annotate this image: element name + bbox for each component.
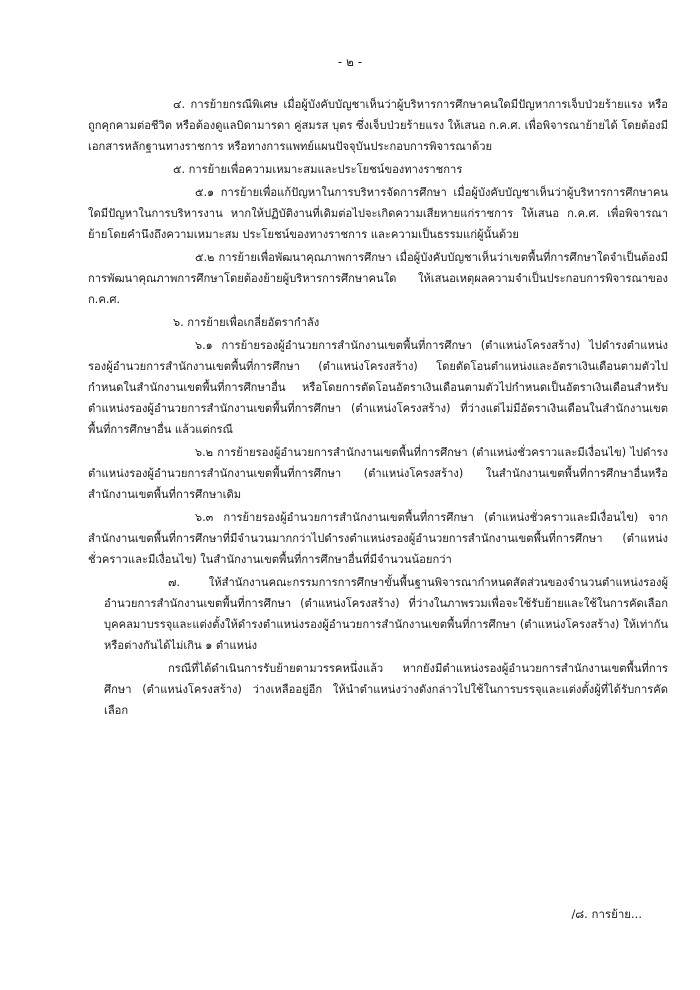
clause-7: ๗. ให้สำนักงานคณะกรรมการการศึกษาขั้นพื้นฐานพิจารณากำหนดสัดส่วนของจำนวนตำแหน่งรองผู้อำนวยการสำนักงานเขตพื้นที่การศึกษา (ตำแหน่งโครงสร้าง) ที่ว่างในภาพรวมเพื่อจะใช้รับย้ายและใช้ในการคัดเลือกบุคคลมาบรรจุและแต่งตั้งให้ดำรงตำแหน่งรองผู้อำนวยการสำนักงานเขตพื้นที่การศึกษา (ตำแหน่งโครงสร้าง) ให้เท่ากันหรือต่างกันได้ไม่เกิน ๑ ตำแหน่ง — [104, 576, 668, 652]
clause-5-2: ๕.๒ การย้ายเพื่อพัฒนาคุณภาพการศึกษา เมื่อผู้บังคับบัญชาเห็นว่าเขตพื้นที่การศึกษาใดจำเป็นต้องมีการพัฒนาคุณภาพการศึกษาโดยต้องย้ายผู้บริหารการศึกษาคนใด ให้เสนอเหตุผลความจำเป็นประกอบการพิจารณาของ ก.ค.ศ. — [88, 251, 668, 306]
clause-6-3: ๖.๓ การย้ายรองผู้อำนวยการสำนักงานเขตพื้นที่การศึกษา (ตำแหน่งชั่วคราวและมีเงื่อนไข) จากสำนักงานเขตพื้นที่การศึกษาที่มีจำนวนมากกว่าไปดำรงตำแหน่งรองผู้อำนวยการสำนักงานเขตพื้นที่การศึกษา (ตำแหน่งชั่วคราวและมีเงื่อนไข) ในสำนักงานเขตพื้นที่การศึกษาอื่นที่มีจำนวนน้อยกว่า — [88, 511, 668, 566]
clause-6-1: ๖.๑ การย้ายรองผู้อำนวยการสำนักงานเขตพื้นที่การศึกษา (ตำแหน่งโครงสร้าง) ไปดำรงตำแหน่งรองผู้อำนวยการสำนักงานเขตพื้นที่การศึกษา (ตำแหน่งโครงสร้าง) โดยตัดโอนตำแหน่งและอัตราเงินเดือนตามตัวไปกำหนดในสำนักงานเขตพื้นที่การศึกษาอื่น หรือโดยการตัดโอนอัตราเงินเดือนตามตัวไปกำหนดเป็นอัตราเงินเดือนสำหรับตำแหน่งรองผู้อำนวยการสำนักงานเขตพื้นที่การศึกษา (ตำแหน่งโครงสร้าง) ที่ว่างแต่ไม่มีอัตราเงินเดือนในสำนักงานเขตพื้นที่การศึกษาอื่น แล้วแต่กรณี — [88, 339, 668, 436]
continuation-reference: /๘. การย้าย... — [571, 907, 642, 921]
clause-6-2: ๖.๒ การย้ายรองผู้อำนวยการสำนักงานเขตพื้นที่การศึกษา (ตำแหน่งชั่วคราวและมีเงื่อนไข) ไปดำรงตำแหน่งรองผู้อำนวยการสำนักงานเขตพื้นที่การศึกษา (ตำแหน่งโครงสร้าง) ในสำนักงานเขตพื้นที่การศึกษาอื่นหรือสำนักงานเขตพื้นที่การศึกษาเดิม — [88, 446, 668, 501]
clause-5-heading: ๕. การย้ายเพื่อความเหมาะสมและประโยชน์ของทางราชการ — [173, 163, 463, 176]
page-number: - ๒ - — [337, 55, 363, 69]
clause-4-special-transfer: ๔. การย้ายกรณีพิเศษ เมื่อผู้บังคับบัญชาเห็นว่าผู้บริหารการศึกษาคนใดมีปัญหาการเจ็บป่วยร้ายแรง หรือถูกคุกคามต่อชีวิต หรือต้องดูแลบิดามารดา คู่สมรส บุตร ซึ่งเจ็บป่วยร้ายแรง ให้เสนอ ก.ค.ศ. เพื่อพิจารณาย้ายได้ โดยต้องมีเอกสารหลักฐานทางราชการ หรือทางการแพทย์แผนปัจจุบันประกอบการพิจารณาด้วย — [88, 98, 668, 153]
clause-6-heading: ๖. การย้ายเพื่อเกลี่ยอัตรากำลัง — [173, 316, 320, 329]
clause-5-1: ๕.๑ การย้ายเพื่อแก้ปัญหาในการบริหารจัดการศึกษา เมื่อผู้บังคับบัญชาเห็นว่าผู้บริหารการศึกษาคนใดมีปัญหาในการบริหารงาน หากให้ปฏิบัติงานที่เดิมต่อไปจะเกิดความเสียหายแก่ราชการ ให้เสนอ ก.ค.ศ. เพื่อพิจารณาย้ายโดยคำนึงถึงความเหมาะสม ประโยชน์ของทางราชการ และความเป็นธรรมแก่ผู้นั้นด้วย — [88, 186, 668, 241]
clause-7-paragraph-2: กรณีที่ได้ดำเนินการรับย้ายตามวรรคหนึ่งแล้ว หากยังมีตำแหน่งรองผู้อำนวยการสำนักงานเขตพื้นที่การศึกษา (ตำแหน่งโครงสร้าง) ว่างเหลืออยู่อีก ให้นำตำแหน่งว่างดังกล่าวไปใช้ในการบรรจุและแต่งตั้งผู้ที่ได้รับการคัดเลือก — [104, 662, 668, 717]
document-body — [88, 94, 668, 723]
